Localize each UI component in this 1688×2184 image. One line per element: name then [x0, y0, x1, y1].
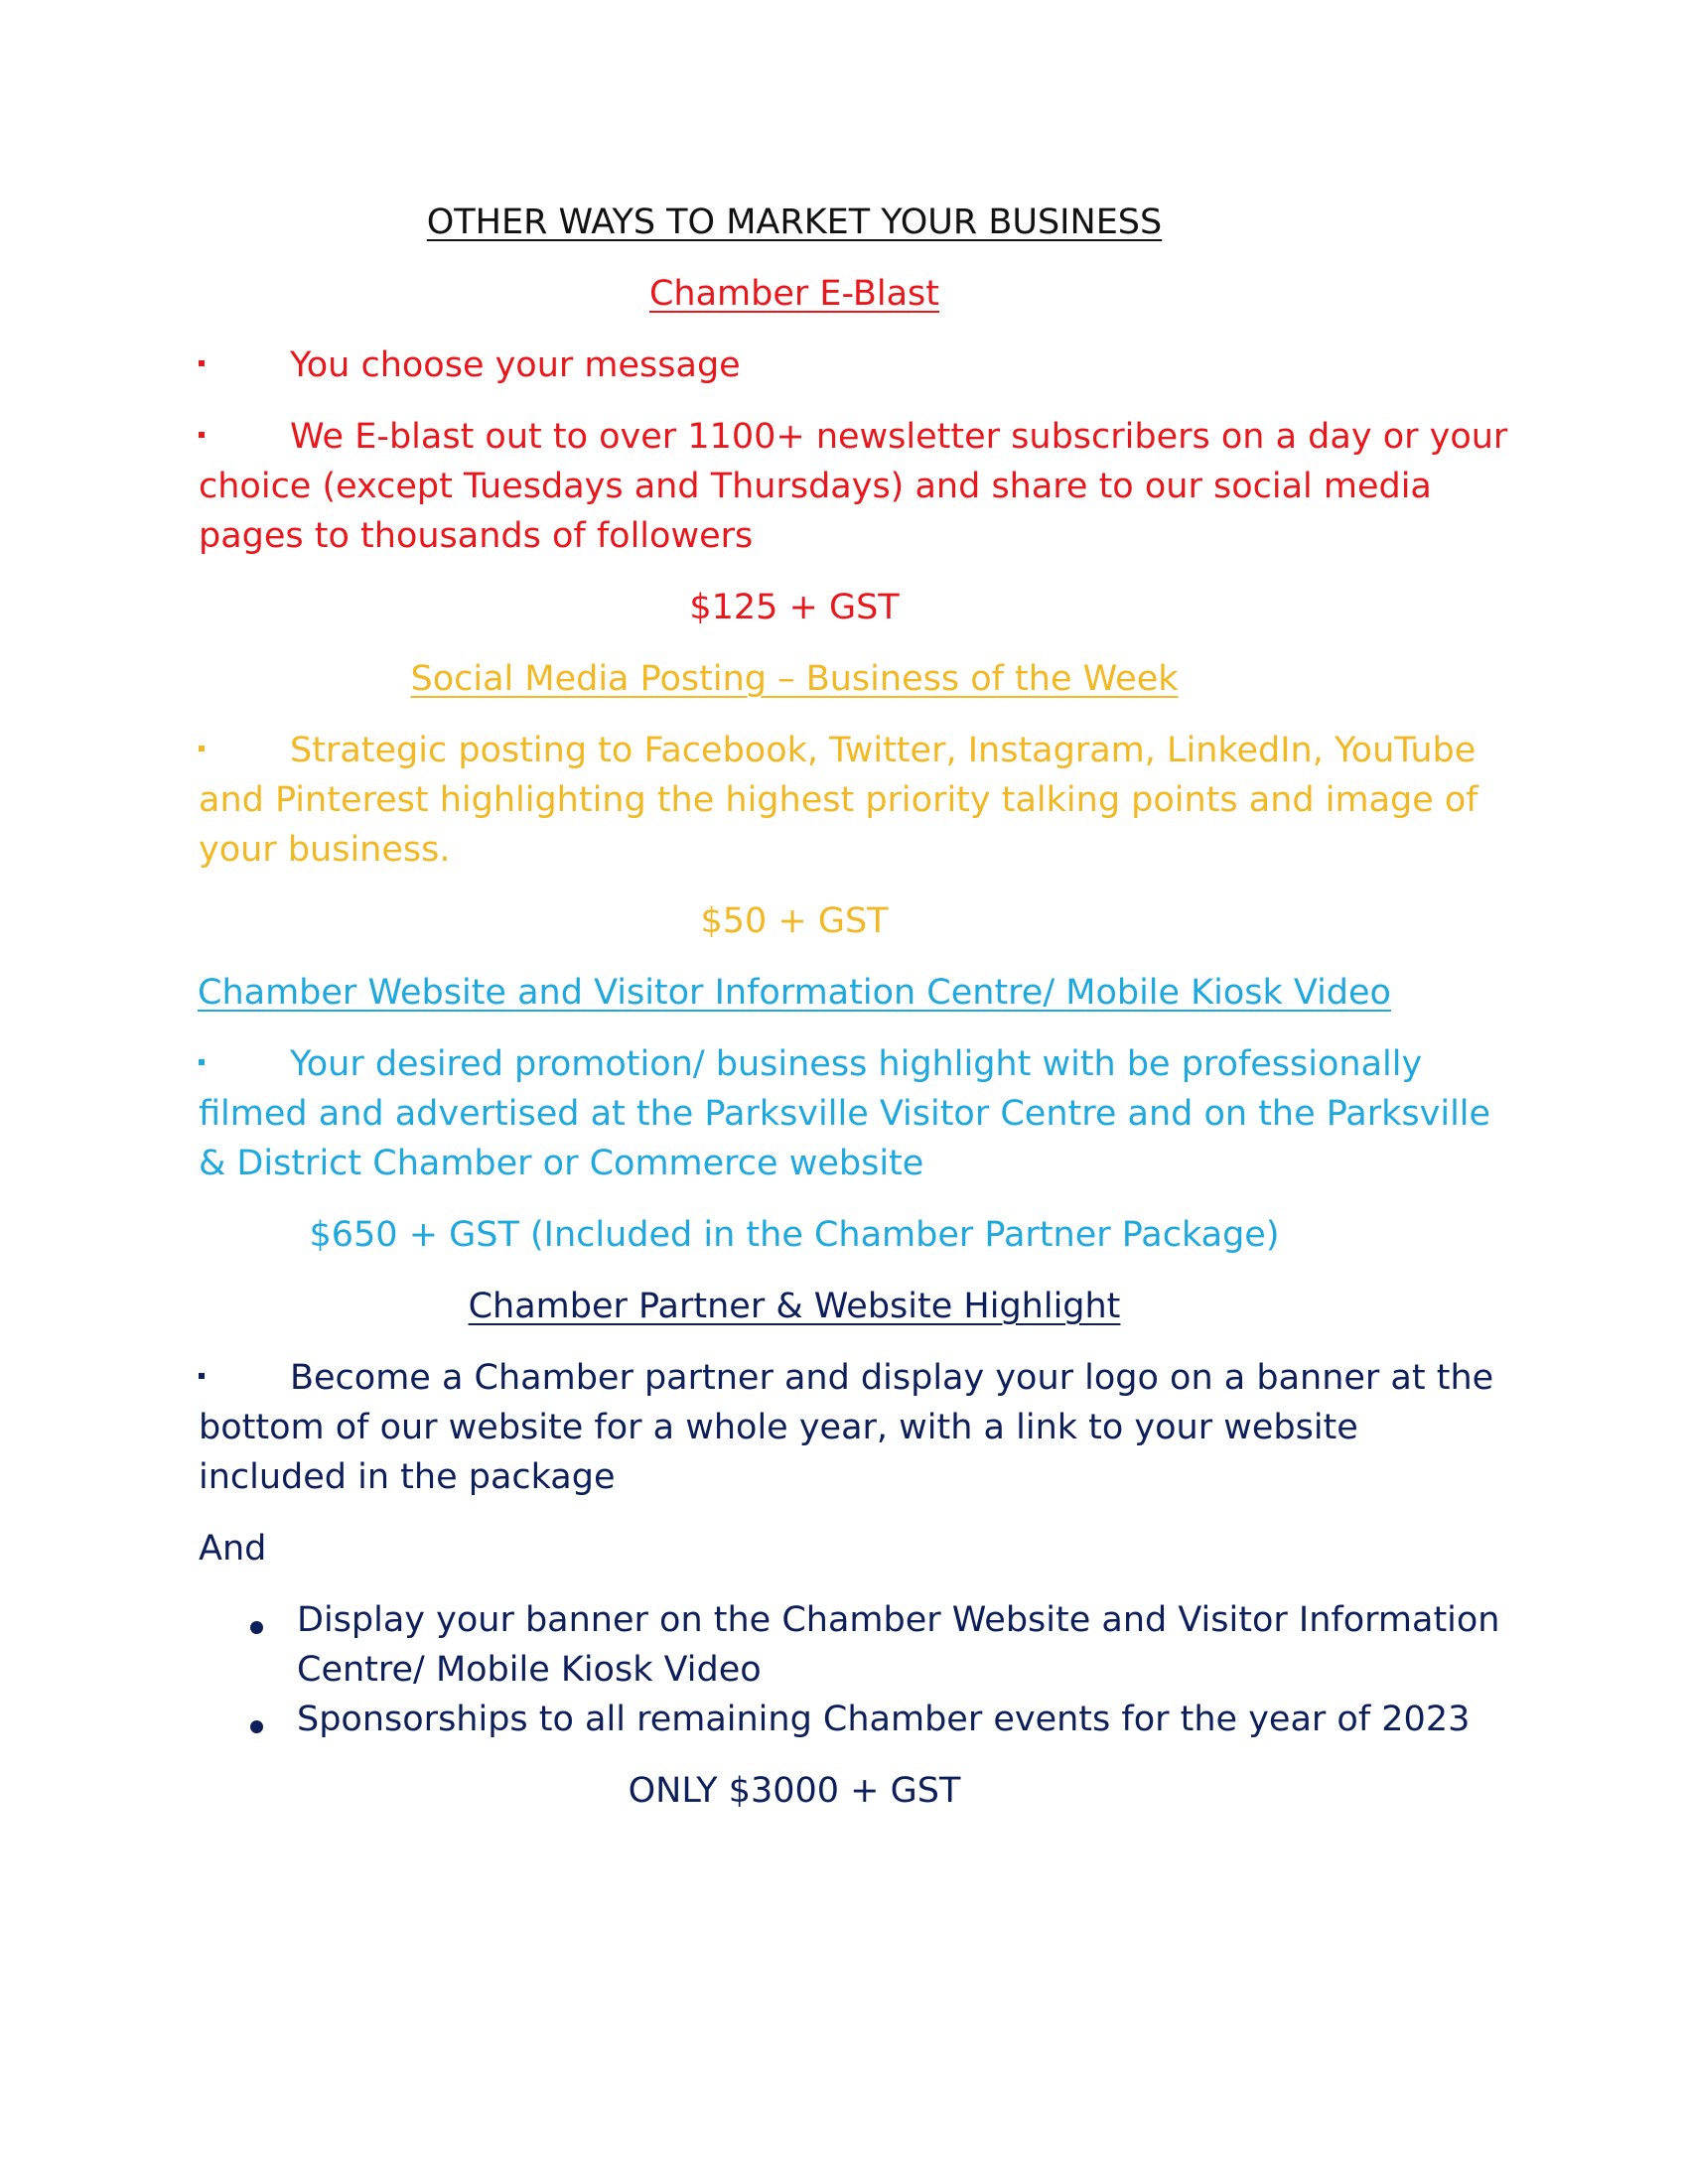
video-heading: Chamber Website and Visitor Information Centre/ Mobile Kiosk Video	[198, 973, 1391, 1013]
square-bullet-icon	[199, 746, 205, 751]
round-bullet-icon	[250, 1621, 263, 1634]
eblast-bullet-1-text: You choose your message	[290, 345, 741, 385]
square-bullet-icon	[199, 360, 205, 366]
social-bullet-line-3: your business.	[199, 830, 451, 870]
partner-bullet-line-2: bottom of our website for a whole year, with a link to your website	[199, 1408, 1358, 1447]
social-bullet-line-1: Strategic posting to Facebook, Twitter, Instagram, LinkedIn, YouTube	[290, 731, 1477, 770]
eblast-bullet-2-line-3: pages to thousands of followers	[199, 516, 754, 556]
partner-price: ONLY $3000 + GST	[628, 1771, 961, 1811]
partner-bullet	[199, 1353, 1494, 1403]
round-bullet-icon	[250, 1720, 263, 1733]
partner-and: And	[199, 1529, 267, 1569]
page-title: OTHER WAYS TO MARKET YOUR BUSINESS	[426, 203, 1163, 242]
partner-bullet-line-1: Become a Chamber partner and display your logo on a banner at the	[290, 1358, 1494, 1398]
partner-heading: Chamber Partner & Website Highlight	[468, 1287, 1121, 1326]
partner-bullet-line-3: included in the package	[199, 1457, 616, 1497]
partner-item-1-line-2: Centre/ Mobile Kiosk Video	[297, 1650, 762, 1690]
partner-item-1-line-1: Display your banner on the Chamber Website and Visitor Information	[297, 1600, 1500, 1640]
eblast-bullet-1	[199, 341, 1489, 390]
eblast-bullet-2-line-1: We E-blast out to over 1100+ newsletter subscribers on a day or your	[290, 417, 1508, 457]
eblast-price: $125 + GST	[689, 588, 900, 627]
social-price: $50 + GST	[700, 901, 889, 941]
document-page	[198, 0, 1508, 2184]
video-bullet-line-3: & District Chamber or Commerce website	[199, 1144, 924, 1183]
eblast-bullet-2-line-2: choice (except Tuesdays and Thursdays) and share to our social media	[199, 467, 1432, 506]
partner-item-2: Sponsorships to all remaining Chamber events for the year of 2023	[297, 1700, 1471, 1739]
social-bullet-line-2: and Pinterest highlighting the highest priority talking points and image of	[199, 780, 1478, 820]
square-bullet-icon	[199, 1059, 205, 1065]
square-bullet-icon	[199, 432, 205, 438]
eblast-bullet-2	[199, 412, 1508, 462]
video-bullet-line-1: Your desired promotion/ business highlight with be professionally	[290, 1044, 1423, 1084]
eblast-heading: Chamber E-Blast	[648, 274, 940, 314]
social-heading: Social Media Posting – Business of the Week	[410, 659, 1179, 699]
video-price: $650 + GST (Included in the Chamber Partner Package)	[309, 1215, 1280, 1255]
social-bullet	[199, 726, 1489, 775]
video-bullet-line-2: filmed and advertised at the Parksville Visitor Centre and on the Parksville	[199, 1094, 1491, 1134]
video-bullet	[199, 1039, 1489, 1089]
square-bullet-icon	[199, 1373, 205, 1379]
